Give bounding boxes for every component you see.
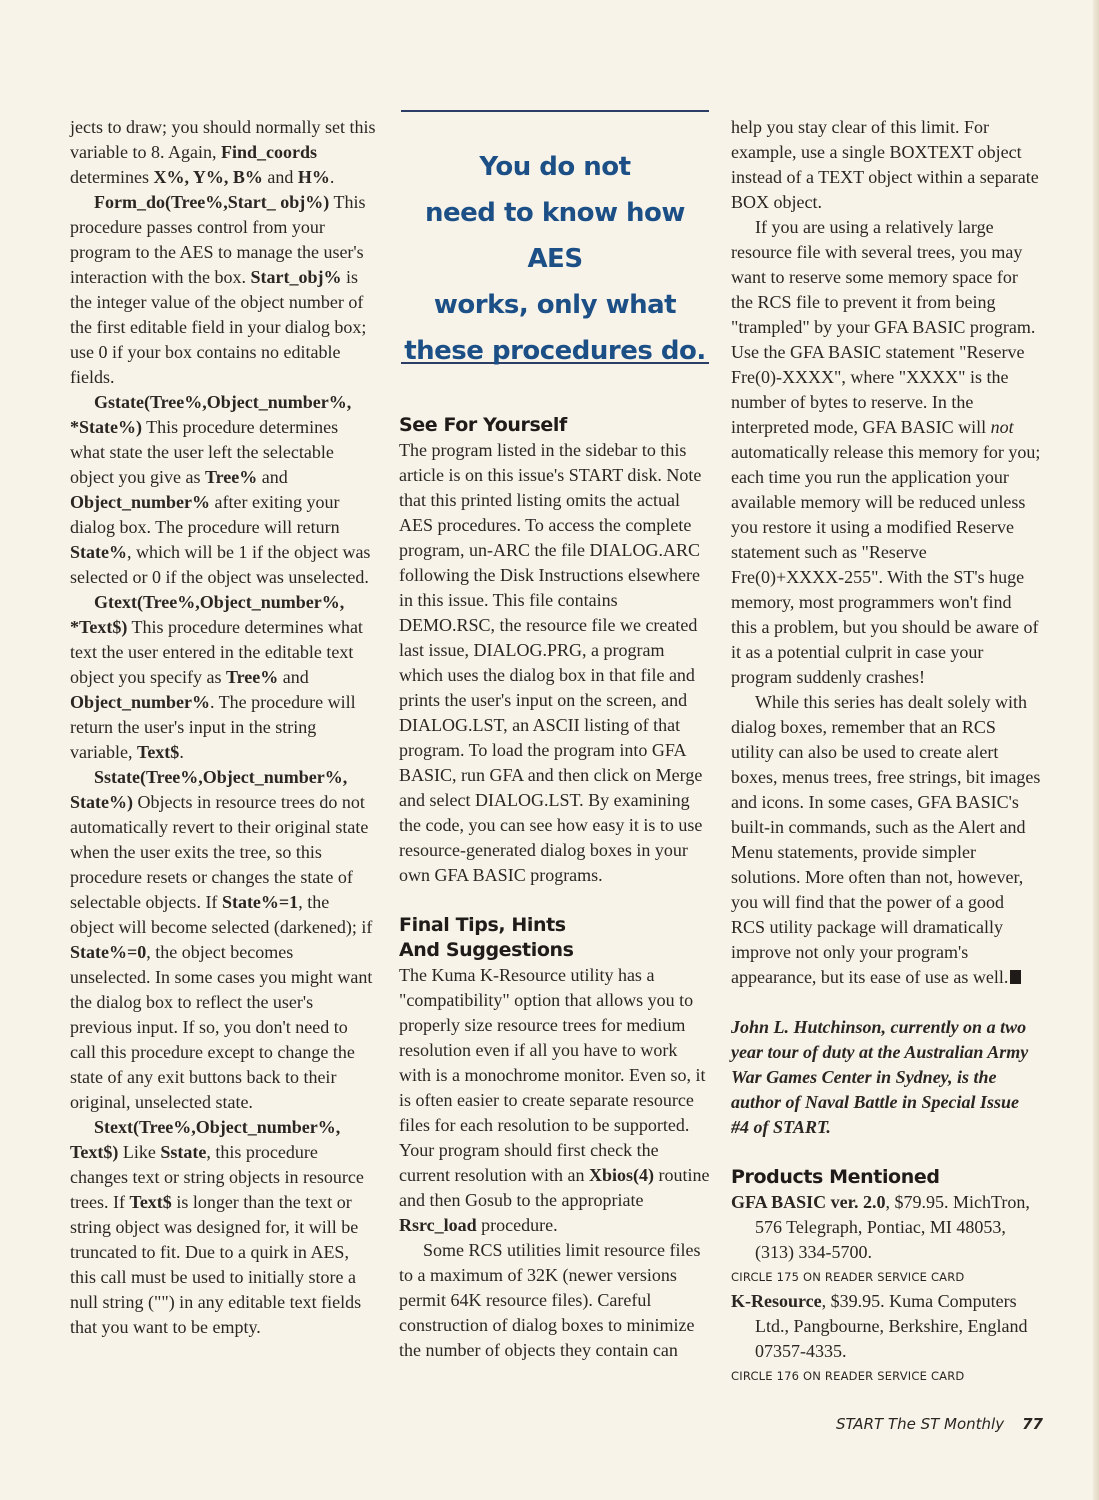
reader-service-line: CIRCLE 176 ON READER SERVICE CARD [731, 1369, 965, 1383]
paragraph: Gtext(Tree%,Object_number%, *Text$) This procedure determines what text the user entered in the editable text object you specify as Tree% and Object_number%. The procedure will return the user's input in the string variable, Text$. [70, 592, 363, 762]
column-3 [731, 115, 1041, 1388]
section-heading: And Suggestions [399, 939, 574, 961]
paragraph: If you are using a relatively large resource file with several trees, you may want to reserve some memory space for the RCS file to prevent it from being "trampled" by your GFA BASIC program. Use the GFA BASIC statement "Reserve Fre(0)-XXXX", where "XXXX" is the number of bytes to reserve. In the interpreted mode, GFA BASIC will not automatically release this memory for you; each time you run the application your available memory will be reduced unless you restore it using a modified Reserve statement such as "Reserve Fre(0)+XXXX-255". With the ST's huge memory, most programmers won't find this a problem, but you should be aware of it as a potential culprit in case your program suddenly crashes! [731, 217, 1041, 687]
reader-service-line: CIRCLE 175 ON READER SERVICE CARD [731, 1270, 965, 1284]
pull-quote-line: You do not [479, 152, 631, 182]
column-1 [70, 115, 376, 1340]
product-entry: GFA BASIC ver. 2.0, $79.95. MichTron, 576 Telegraph, Pontiac, MI 48053, (313) 334-5700. [731, 1192, 1030, 1262]
paragraph: Some RCS utilities limit resource files to a maximum of 32K (newer versions permit 64K resource files). Careful construction of dialog boxes to minimize the number of objects they contain can [399, 1240, 701, 1360]
author-bio: John L. Hutchinson, currently on a two year tour of duty at the Australian Army War Games Center in Sydney, is the author of Naval Battle in Special Issue #4 of START. [731, 1017, 1029, 1137]
magazine-name: START The ST Monthly [836, 1415, 1005, 1433]
paragraph: jects to draw; you should normally set this variable to 8. Again, Find_coords determines X%, Y%, B% and H%. [70, 117, 376, 187]
products-heading: Products Mentioned [731, 1166, 940, 1188]
paragraph: While this series has dealt solely with dialog boxes, remember that an RCS utility can also be used to create alert boxes, menus trees, free strings, bit images and icons. In some cases, GFA BASIC's built-in commands, such as the Alert and Menu statements, provide simpler solutions. More often than not, however, you will find that the power of a good RCS utility package will dramatically improve not only your program's appearance, but its ease of use as well. [731, 692, 1041, 987]
end-mark [1010, 970, 1021, 984]
page-footer [836, 1415, 1043, 1433]
page-edge [1093, 0, 1099, 1500]
paragraph: Stext(Tree%,Object_number%, Text$) Like Sstate, this procedure changes text or string objects in resource trees. If Text$ is longer than the text or string object was designed for, it will be truncated to fit. Due to a quirk in AES, this call must be used to initially store a null string ("") in any editable text fields that you want to be empty. [70, 1117, 364, 1337]
pull-quote-line: these procedures do. [404, 336, 706, 366]
paragraph: Sstate(Tree%,Object_number%, State%) Objects in resource trees do not automatically revert to their original state when the user exits the tree, so this procedure resets or changes the state of selectable objects. If State%=1, the object will become selected (darkened); if State%=0, the object becomes unselected. In some cases you might want the dialog box to reflect the user's previous input. If so, you don't need to call this procedure except to change the state of any exit buttons back to their original, unselected state. [70, 767, 373, 1112]
section-heading: Final Tips, Hints [399, 914, 566, 936]
paragraph: The Kuma K-Resource utility has a "compatibility" option that allows you to properly size resource trees for medium resolution even if all you have to work with is a monochrome monitor. Even so, it is often easier to create separate resource files for each resolution to be supported. Your program should first check the current resolution with an Xbios(4) routine and then Gosub to the appropriate Rsrc_load procedure. [399, 965, 710, 1235]
column-2 [399, 413, 711, 1363]
section-heading: See For Yourself [399, 414, 567, 436]
product-entry: K-Resource, $39.95. Kuma Computers Ltd., Pangbourne, Berkshire, England 07357-4335. [731, 1291, 1028, 1361]
paragraph: Form_do(Tree%,Start_ obj%) This procedure passes control from your program to the AES to manage the user's interaction with the box. Start_obj% is the integer value of the object number of the first editable field in your dialog box; use 0 if your box contains no editable fields. [70, 192, 367, 387]
pull-quote-line: works, only what [433, 290, 677, 320]
pull-quote-line: need to know how AES [425, 198, 685, 274]
paragraph: Gstate(Tree%,Object_number%, *State%) This procedure determines what state the user left the selectable object you give as Tree% and Object_number% after exiting your dialog box. The procedure will return State%, which will be 1 if the object was selected or 0 if the object was unselected. [70, 392, 371, 587]
pull-quote [401, 110, 709, 364]
paragraph: help you stay clear of this limit. For example, use a single BOXTEXT object instead of a TEXT object within a separate BOX object. [731, 117, 1039, 212]
page-number: 77 [1022, 1415, 1043, 1433]
paragraph: The program listed in the sidebar to this article is on this issue's START disk. Note that this printed listing omits the actual AES procedures. To access the complete program, un-ARC the file DIALOG.ARC following the Disk Instructions elsewhere in this issue. This file contains DEMO.RSC, the resource file we created last issue, DIALOG.PRG, a program which uses the dialog box in that file and prints the user's input on the screen, and DIALOG.LST, an ASCII listing of that program. To load the program into GFA BASIC, run GFA and then click on Merge and select DIALOG.LST. By examining the code, you can see how easy it is to use resource-generated dialog boxes in your own GFA BASIC programs. [399, 440, 703, 885]
